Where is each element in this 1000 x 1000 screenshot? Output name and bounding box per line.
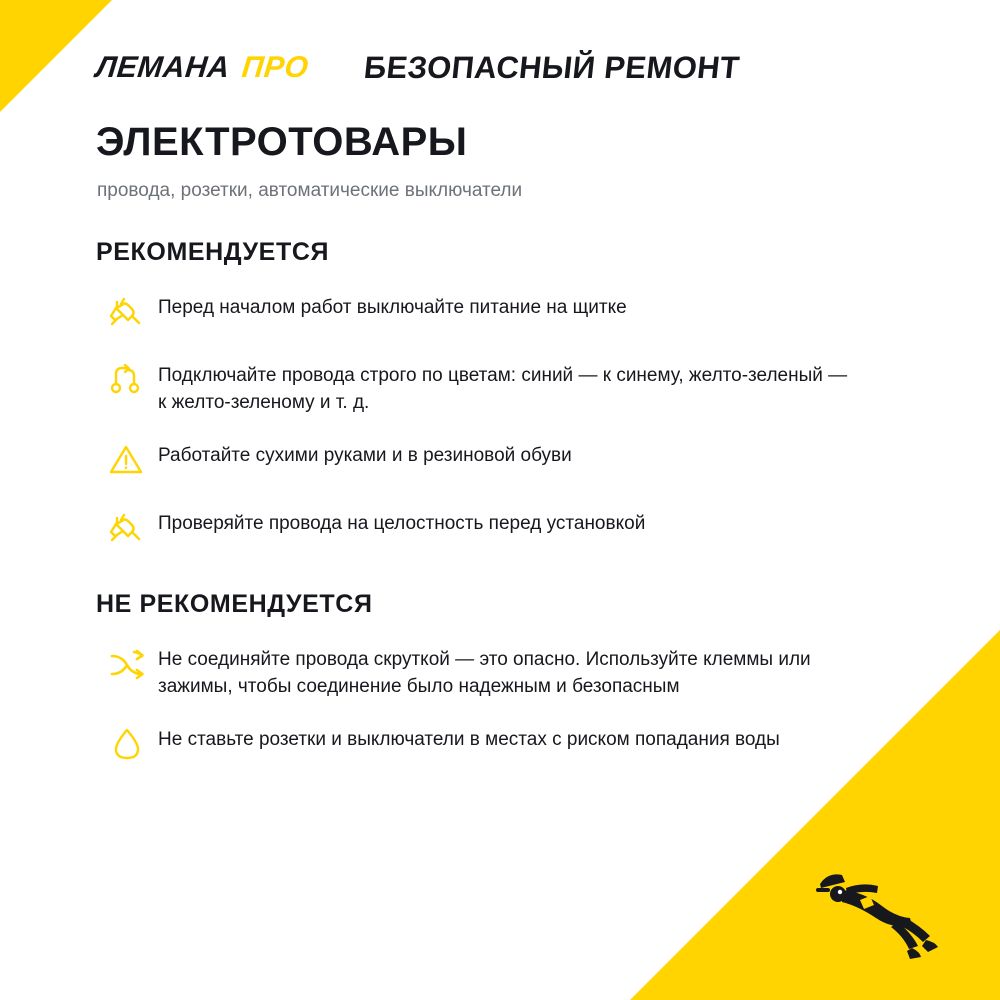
list-item bbox=[96, 509, 930, 553]
list-item-text: Перед началом работ выключайте питание на щитке bbox=[158, 297, 627, 318]
campaign-title: БЕЗОПАСНЫЙ РЕМОНТ bbox=[362, 50, 742, 85]
plug-power-icon bbox=[96, 289, 158, 337]
water-drop-icon bbox=[96, 721, 158, 769]
brand-logo-secondary: ПРО bbox=[239, 51, 310, 84]
section-recommended-heading: РЕКОМЕНДУЕТСЯ bbox=[96, 238, 330, 266]
list-item-text: Работайте сухими руками и в резиновой обуви bbox=[158, 444, 572, 466]
list-item-text: Не соединяйте провода скруткой — это опасно. Используйте клеммы или зажимы, чтобы соединение было надежным и безопасным bbox=[158, 649, 811, 697]
list-item bbox=[96, 725, 930, 769]
list-item bbox=[96, 645, 930, 701]
header bbox=[96, 42, 940, 94]
section-recommended bbox=[96, 238, 930, 577]
brand-logo-primary: ЛЕМАНА bbox=[94, 51, 232, 84]
list-item bbox=[96, 361, 930, 417]
page-title: ЭЛЕКТРОТОВАРЫ bbox=[96, 120, 468, 164]
list-item-text: Не ставьте розетки и выключатели в местах с риском попадания воды bbox=[158, 728, 780, 750]
warning-triangle-icon bbox=[96, 437, 158, 485]
recommended-rule-list bbox=[96, 293, 930, 553]
not-recommended-rule-list bbox=[96, 645, 930, 769]
flying-worker-mascot bbox=[802, 860, 962, 970]
list-item bbox=[96, 441, 930, 485]
list-item-text: Проверяйте провода на целостность перед установкой bbox=[158, 512, 646, 534]
section-not-recommended-heading: НЕ РЕКОМЕНДУЕТСЯ bbox=[96, 590, 373, 618]
list-item-text: Подключайте провода строго по цветам: синий — к синему, желто-зеленый — к желто-зеленому и т. д. bbox=[158, 365, 848, 413]
twisted-wires-icon bbox=[96, 641, 158, 689]
wire-colors-icon bbox=[96, 357, 158, 405]
list-item bbox=[96, 293, 930, 337]
brand-logo bbox=[96, 51, 308, 85]
plug-check-icon bbox=[96, 505, 158, 553]
page-subtitle: провода, розетки, автоматические выключатели bbox=[97, 180, 523, 201]
section-not-recommended bbox=[96, 590, 930, 793]
